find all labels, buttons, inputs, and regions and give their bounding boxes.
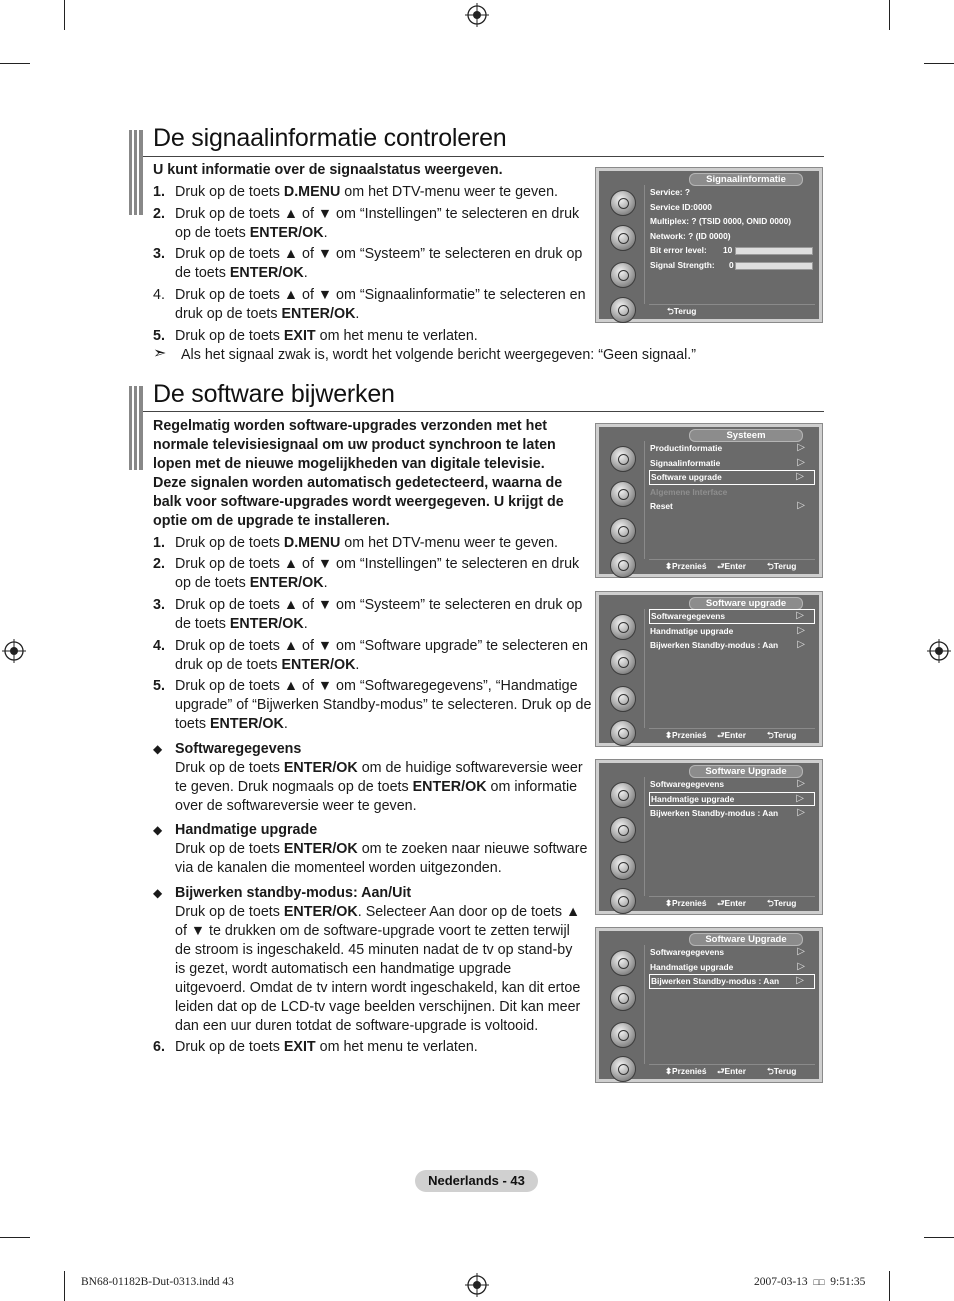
strength-label: Signal Strength: xyxy=(650,259,715,270)
registration-mark-icon xyxy=(927,639,951,663)
step-key: ENTER/OK xyxy=(249,575,324,591)
osd-separator xyxy=(644,185,645,304)
osd-separator xyxy=(644,609,645,728)
back-label: Terug xyxy=(773,730,797,740)
enter-hint: ⮐ Enter xyxy=(717,898,746,908)
step xyxy=(153,534,593,553)
antenna-icon xyxy=(610,782,636,808)
bullet-item xyxy=(153,821,588,878)
bullet-item xyxy=(153,884,585,1036)
back-hint: ⮌ Terug xyxy=(767,730,797,740)
satellite-icon xyxy=(610,297,636,323)
step-number: 5. xyxy=(153,328,165,344)
bullet-text: Druk op de toets xyxy=(175,760,284,776)
step-key: ENTER/OK xyxy=(229,616,304,632)
enter-label: Enter xyxy=(724,730,746,740)
bullet-text: . Selecteer Aan door op de toets ▲ of ▼ te drukken om de software-upgrade voort te zetten terwijl de stroom is ingeschakeld. 45 minuten nadat de tv op stand-by is gezet, wordt automatisch een handmatige upgrade uitgevoerd. Omdat de tv intern wordt ingeschakeld, kan dit ertoe leiden dat op de LCD-tv vage beelden verschijnen. Dit kan meer dan een uur duren totdat de software-upgrade is voltooid. xyxy=(175,904,581,1034)
bullet-heading: Softwaregegevens xyxy=(175,741,302,757)
osd-menu-item[interactable] xyxy=(649,806,815,821)
section-title-software: De software bijwerken xyxy=(153,380,395,408)
osd-separator xyxy=(644,441,645,559)
signal-line: Multiplex: ? (TSID 0000, ONID 0000) xyxy=(650,216,792,226)
step-number: 6. xyxy=(153,1039,165,1055)
step-text xyxy=(175,1038,593,1057)
step-text-post: om het menu te verlaten. xyxy=(315,1039,478,1055)
osd-title: Systeem xyxy=(689,429,803,442)
osd-footer xyxy=(649,559,815,572)
speaker-icon xyxy=(610,649,636,675)
crop-mark xyxy=(924,63,954,64)
step-text xyxy=(175,596,593,634)
osd-menu-item-label: Softwaregegevens xyxy=(651,611,726,621)
osd-icon-column xyxy=(602,611,645,727)
step-text-pre: Druk op de toets xyxy=(175,328,284,344)
arrow-right-icon: ▷ xyxy=(796,792,804,804)
registration-mark-icon xyxy=(465,1273,489,1297)
section-rule xyxy=(143,156,824,157)
step-text-post: . xyxy=(323,575,328,591)
osd-separator xyxy=(644,945,645,1064)
move-hint: ⬍ Przenieś xyxy=(665,730,707,740)
enter-hint: ⮐ Enter xyxy=(717,730,746,740)
bullet-text: om te zoeken naar nieuwe software via de kanalen die momenteel worden uitgezonden. xyxy=(175,841,588,876)
back-hint: ⮌ Terug xyxy=(667,306,697,316)
step-number: 3. xyxy=(153,246,165,262)
satellite-icon xyxy=(610,552,636,578)
back-label: Terug xyxy=(673,306,697,316)
gear-icon xyxy=(610,686,636,712)
step xyxy=(153,677,593,734)
osd-signal-lines xyxy=(649,185,815,272)
signal-line: Network: ? (ID 0000) xyxy=(650,230,731,241)
step-text-pre: Druk op de toets ▲ of ▼ om “Systeem” te selecteren en druk op de toets xyxy=(175,246,583,281)
move-hint: ⬍ Przenieś xyxy=(665,1066,707,1076)
step-text-post: om het menu te verlaten. xyxy=(315,328,478,344)
osd-icon-column xyxy=(602,187,645,303)
osd-menu-item-label: Handmatige upgrade xyxy=(650,961,734,972)
step-text-pre: Druk op de toets ▲ of ▼ om “Systeem” te selecteren en druk op de toets xyxy=(175,597,583,632)
bullet-heading: Handmatige upgrade xyxy=(175,822,318,838)
step-number: 4. xyxy=(153,638,165,654)
osd-title: Software Upgrade xyxy=(689,933,803,946)
osd-menu-item-label: Algemene Interface xyxy=(650,486,728,497)
note-text: Als het signaal zwak is, wordt het volgende bericht weergegeven: “Geen signaal.” xyxy=(181,347,696,363)
arrow-right-icon: ▷ xyxy=(796,471,804,482)
antenna-icon xyxy=(610,614,636,640)
section-intro: Regelmatig worden software-upgrades verzonden met het normale televisiesignaal om uw product synchroon te laten lopen met de nieuwe mogelijkheden van digitale televisie. Deze signalen worden automatisch gedetecteerd, waarna de balk voor software-upgrades wordt weergegeven. U krijgt de optie om de upgrade te installeren. xyxy=(153,418,564,529)
osd-icon-column xyxy=(602,947,645,1063)
bullet-body xyxy=(175,903,585,1036)
crop-mark xyxy=(924,1237,954,1238)
move-label: Przenieś xyxy=(672,730,707,740)
diamond-bullet-icon: ◆ xyxy=(153,886,163,900)
osd-menu-item-label: Signaalinformatie xyxy=(650,457,721,468)
step-text xyxy=(175,534,593,553)
move-label: Przenieś xyxy=(672,898,707,908)
osd-menu-item[interactable] xyxy=(649,609,815,624)
osd-separator xyxy=(644,777,645,896)
file-slug: BN68-01182B-Dut-0313.indd 43 xyxy=(81,1276,234,1288)
ber-label: Bit error level: xyxy=(650,245,707,255)
step-text xyxy=(175,677,593,734)
osd-title: Software upgrade xyxy=(689,597,803,610)
osd-menu-item[interactable] xyxy=(649,456,815,471)
step-text-post: . xyxy=(323,225,328,241)
step-text-post: om het DTV-menu weer te geven. xyxy=(340,535,559,551)
bullet-heading: Bijwerken standby-modus: Aan/Uit xyxy=(175,885,412,901)
arrow-right-icon: ▷ xyxy=(797,639,805,650)
osd-menu-list xyxy=(649,441,815,514)
move-label: Przenieś xyxy=(672,1066,707,1076)
page-number: Nederlands - 43 xyxy=(415,1170,538,1192)
step xyxy=(153,286,593,324)
strength-row xyxy=(649,258,815,273)
step xyxy=(153,596,593,634)
osd-menu-item[interactable] xyxy=(649,441,815,456)
osd-menu-item-label: Softwaregegevens xyxy=(650,947,725,957)
bullet-text: om de huidige softwareversie weer te geven. Druk nogmaals op de toets xyxy=(175,760,583,795)
bullet-key: ENTER/OK xyxy=(412,779,487,795)
enter-label: Enter xyxy=(724,898,746,908)
step-key: ENTER/OK xyxy=(209,716,284,732)
bullet-key: ENTER/OK xyxy=(283,904,358,920)
step-number: 3. xyxy=(153,597,165,613)
osd-icon-column xyxy=(602,443,645,558)
step-text xyxy=(175,245,593,283)
step-text-post: . xyxy=(355,306,360,322)
back-label: Terug xyxy=(773,898,797,908)
step-text xyxy=(175,327,593,346)
osd-menu-list xyxy=(649,777,815,821)
print-date-value: 2007-03-13 xyxy=(754,1276,808,1288)
osd-menu-upgrade3 xyxy=(595,927,823,1083)
arrow-right-icon: ▷ xyxy=(797,456,805,468)
step-number: 5. xyxy=(153,678,165,694)
step-text xyxy=(175,205,593,243)
step xyxy=(153,245,593,283)
gear-icon xyxy=(610,854,636,880)
osd-menu-item-label: Softwaregegevens xyxy=(650,779,725,789)
step-key: EXIT xyxy=(283,1039,316,1055)
osd-menu-item-label: Reset xyxy=(650,501,673,511)
arrow-right-icon: ▷ xyxy=(797,442,805,453)
arrow-right-icon: ▷ xyxy=(797,960,805,972)
osd-footer xyxy=(649,896,815,909)
back-label: Terug xyxy=(773,561,797,571)
section-rule xyxy=(143,411,824,412)
osd-menu-item-label: Bijwerken Standby-modus : Aan xyxy=(651,976,780,986)
print-time-value: 9:51:35 xyxy=(830,1276,866,1288)
osd-menu-list xyxy=(649,945,815,989)
step-text-pre: Druk op de toets ▲ of ▼ om “Softwaregegevens”, “Handmatige upgrade” of “Bijwerken Standby-modus” te selecteren. Druk op de toets xyxy=(175,678,592,732)
arrow-right-icon: ▷ xyxy=(797,946,805,957)
step-text-pre: Druk op de toets xyxy=(175,535,284,551)
strength-bar xyxy=(735,262,813,270)
step-text-post: . xyxy=(283,716,288,732)
step-key: ENTER/OK xyxy=(281,306,356,322)
osd-title: Software Upgrade xyxy=(689,765,803,778)
step-text-pre: Druk op de toets xyxy=(175,184,284,200)
move-hint: ⬍ Przenieś xyxy=(665,561,707,571)
step-key: D.MENU xyxy=(283,535,341,551)
step-text xyxy=(175,286,593,324)
step-key: ENTER/OK xyxy=(229,265,304,281)
section-marker xyxy=(129,130,143,215)
satellite-icon xyxy=(610,888,636,914)
crop-mark xyxy=(64,1271,65,1301)
ber-value: 10 xyxy=(723,245,733,255)
arrow-right-icon: ▷ xyxy=(797,778,805,789)
speaker-icon xyxy=(610,985,636,1011)
gear-icon xyxy=(610,262,636,288)
section-title-signal: De signaalinformatie controleren xyxy=(153,124,507,152)
osd-menu-item[interactable] xyxy=(649,945,815,960)
antenna-icon xyxy=(610,446,636,472)
step-text xyxy=(175,555,593,593)
step-number: 1. xyxy=(153,184,165,200)
ber-bar xyxy=(735,247,813,255)
strength-value: 0 xyxy=(729,259,734,270)
step-text-post: . xyxy=(303,265,308,281)
arrow-right-icon: ▷ xyxy=(797,624,805,636)
arrow-right-icon: ▷ xyxy=(796,610,804,621)
back-label: Terug xyxy=(773,1066,797,1076)
osd-menu-item-label: Handmatige upgrade xyxy=(650,625,734,636)
registration-mark-icon xyxy=(2,639,26,663)
step-text-post: om het DTV-menu weer te geven. xyxy=(340,184,559,200)
crop-mark xyxy=(889,0,890,30)
step-text-pre: Druk op de toets ▲ of ▼ om “Instellingen” te selecteren en druk op de toets xyxy=(175,206,580,241)
diamond-bullet-icon: ◆ xyxy=(153,742,163,756)
note xyxy=(153,346,696,365)
bullet-body xyxy=(175,759,588,816)
crop-mark xyxy=(0,1237,30,1238)
bullet-text: Druk op de toets xyxy=(175,841,284,857)
osd-menu-item-label: Software upgrade xyxy=(651,472,722,482)
step xyxy=(153,1038,593,1057)
step-number: 1. xyxy=(153,535,165,551)
step-text-post: . xyxy=(303,616,308,632)
step-text-pre: Druk op de toets ▲ of ▼ om “Instellingen” te selecteren en druk op de toets xyxy=(175,556,580,591)
step-text-pre: Druk op de toets ▲ of ▼ om “Signaalinformatie” te selecteren en druk op de toets xyxy=(175,287,586,322)
move-label: Przenieś xyxy=(672,561,707,571)
diamond-bullet-icon: ◆ xyxy=(153,823,163,837)
gear-icon xyxy=(610,518,636,544)
osd-menu-item[interactable] xyxy=(649,638,815,653)
step-key: D.MENU xyxy=(283,184,341,200)
bullet-item xyxy=(153,740,588,816)
osd-menu-item[interactable] xyxy=(649,974,815,989)
osd-footer xyxy=(649,728,815,741)
step xyxy=(153,555,593,593)
crop-mark xyxy=(64,0,65,30)
osd-footer xyxy=(649,304,815,317)
arrow-right-icon: ▷ xyxy=(797,807,805,818)
osd-menu-item-label: Handmatige upgrade xyxy=(651,793,735,804)
osd-menu-item-label: Productinformatie xyxy=(650,443,723,453)
satellite-icon xyxy=(610,720,636,746)
osd-menu-list xyxy=(649,609,815,653)
osd-signal-info xyxy=(595,167,823,323)
bullet-text: Druk op de toets xyxy=(175,904,284,920)
antenna-icon xyxy=(610,950,636,976)
osd-menu-item-label: Bijwerken Standby-modus : Aan xyxy=(650,640,779,650)
step-text-post: . xyxy=(355,657,360,673)
bullet-key: ENTER/OK xyxy=(283,760,358,776)
speaker-icon xyxy=(610,481,636,507)
osd-title: Signaalinformatie xyxy=(689,173,803,186)
arrow-right-icon: ▷ xyxy=(796,975,804,986)
enter-label: Enter xyxy=(724,1066,746,1076)
step-key: ENTER/OK xyxy=(249,225,324,241)
osd-menu-item[interactable] xyxy=(649,792,815,807)
step xyxy=(153,183,593,202)
step-key: ENTER/OK xyxy=(281,657,356,673)
back-hint: ⮌ Terug xyxy=(767,898,797,908)
print-date xyxy=(754,1276,865,1288)
bullet-body xyxy=(175,840,588,878)
signal-line: Service: ? xyxy=(650,187,691,197)
osd-menu-system xyxy=(595,423,823,578)
move-hint: ⬍ Przenieś xyxy=(665,898,707,908)
osd-menu-upgrade2 xyxy=(595,759,823,915)
print-glyph: □□ xyxy=(813,1277,825,1287)
osd-menu-item-label: Bijwerken Standby-modus : Aan xyxy=(650,808,779,818)
arrow-right-icon: ▷ xyxy=(797,500,805,511)
step-text xyxy=(175,183,593,202)
osd-menu-item[interactable] xyxy=(649,624,815,639)
gear-icon xyxy=(610,1022,636,1048)
speaker-icon xyxy=(610,225,636,251)
osd-menu-item[interactable] xyxy=(649,777,815,792)
osd-menu-item[interactable] xyxy=(649,960,815,975)
enter-label: Enter xyxy=(724,561,746,571)
section-intro: U kunt informatie over de signaalstatus weergeven. xyxy=(153,162,503,178)
bullet-text: om informatie over de softwareversie weer te geven. xyxy=(175,779,578,814)
crop-mark xyxy=(889,1271,890,1301)
section-marker xyxy=(129,386,143,470)
speaker-icon xyxy=(610,817,636,843)
satellite-icon xyxy=(610,1056,636,1082)
antenna-icon xyxy=(610,190,636,216)
note-arrow-icon: ➣ xyxy=(153,345,167,362)
registration-mark-icon xyxy=(465,3,489,27)
back-hint: ⮌ Terug xyxy=(767,561,797,571)
signal-line: Service ID:0000 xyxy=(650,201,712,212)
step-number: 2. xyxy=(153,206,165,222)
step-text-pre: Druk op de toets xyxy=(175,1039,284,1055)
step xyxy=(153,327,593,346)
bullet-key: ENTER/OK xyxy=(283,841,358,857)
enter-hint: ⮐ Enter xyxy=(717,1066,746,1076)
osd-menu-item[interactable] xyxy=(649,470,815,485)
osd-menu-item[interactable] xyxy=(649,485,815,500)
step-key: EXIT xyxy=(283,328,316,344)
osd-icon-column xyxy=(602,779,645,895)
osd-menu-item[interactable] xyxy=(649,499,815,514)
osd-footer xyxy=(649,1064,815,1077)
step-number: 2. xyxy=(153,556,165,572)
step-number: 4. xyxy=(153,287,165,303)
enter-hint: ⮐ Enter xyxy=(717,561,746,571)
step xyxy=(153,205,593,243)
step xyxy=(153,637,593,675)
ber-row xyxy=(649,243,815,258)
osd-menu-upgrade1 xyxy=(595,591,823,747)
crop-mark xyxy=(0,63,30,64)
step-text-pre: Druk op de toets ▲ of ▼ om “Software upgrade” te selecteren en druk op de toets xyxy=(175,638,588,673)
step-text xyxy=(175,637,593,675)
back-hint: ⮌ Terug xyxy=(767,1066,797,1076)
